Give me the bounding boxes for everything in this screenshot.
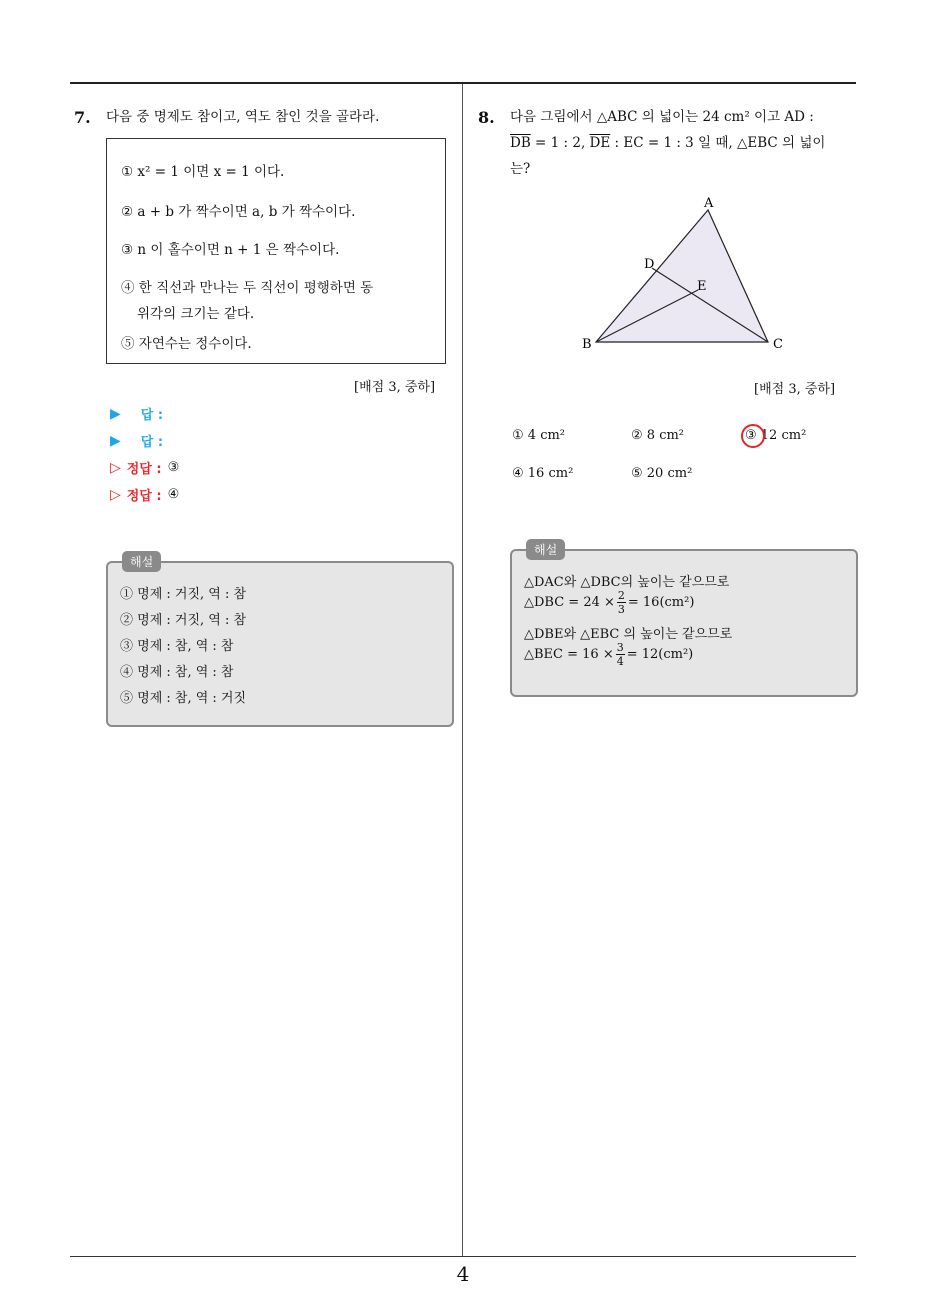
q7-explanation-line: ④ 명제 : 참, 역 : 참 [120, 665, 234, 680]
q8-explanation-line: △DBE와 △EBC 의 높이는 같으므로 [524, 627, 733, 642]
q7-number: 7. [74, 108, 91, 127]
q7-choice-box [106, 138, 446, 364]
answer-mark-circle [741, 424, 765, 448]
q8-text-line3: 는? [510, 161, 531, 177]
q8-option-2[interactable]: ② 8 cm² [631, 428, 685, 443]
play-icon: ▶ [110, 432, 121, 449]
correct-label: 정답 : [126, 489, 162, 504]
q7-answer-row-2 [110, 431, 169, 450]
q7-score: [배점 3, 중하] [354, 380, 436, 395]
q7-choice-4-cont: 위각의 크기는 같다. [137, 306, 255, 322]
outline-triangle-icon: ▷ [110, 459, 121, 476]
q7-answer-row-1 [110, 404, 169, 423]
q7-choice-4: ④ 한 직선과 만나는 두 직선이 평행하면 동 [121, 280, 374, 296]
top-rule [70, 82, 856, 84]
explanation-tag: 해설 [526, 539, 565, 560]
q8-explanation-line [524, 641, 693, 668]
q8-option-1[interactable]: ① 4 cm² [512, 428, 566, 443]
ratio-1: = 1 : 2, [530, 135, 590, 151]
page-number: 4 [456, 1262, 470, 1286]
q7-choice-2: ② a + b 가 짝수이면 a, b 가 짝수이다. [121, 204, 356, 220]
q7-explanation-line: ① 명제 : 거짓, 역 : 참 [120, 587, 247, 602]
correct-label: 정답 : [126, 462, 162, 477]
q7-explanation-line: ② 명제 : 거짓, 역 : 참 [120, 613, 247, 628]
denominator: 4 [616, 655, 624, 668]
answer-label: 답 : [140, 408, 164, 423]
q7-explanation-line: ⑤ 명제 : 참, 역 : 거짓 [120, 691, 247, 706]
bottom-rule [70, 1256, 856, 1257]
q8-text-line2 [510, 130, 825, 156]
segment-de: $\overline{DE}$ [589, 135, 611, 151]
q8-option-5[interactable]: ⑤ 20 cm² [631, 466, 693, 481]
expr-right: = 12(cm²) [626, 647, 694, 662]
segment-db: $\overline{DB}$ [510, 135, 531, 151]
column-divider [462, 84, 463, 1256]
q7-choice-1: ① x² = 1 이면 x = 1 이다. [121, 164, 285, 180]
q7-choice-5: ⑤ 자연수는 정수이다. [121, 336, 252, 352]
correct-value: ③ [167, 460, 180, 475]
q8-score: [배점 3, 중하] [754, 382, 836, 397]
fraction [617, 589, 626, 616]
triangle-abc [596, 210, 768, 342]
answer-label: 답 : [140, 435, 164, 450]
q8-number: 8. [478, 108, 495, 127]
explanation-tag: 해설 [122, 551, 161, 572]
label-e: E [697, 279, 707, 294]
q8-option-3[interactable]: ③ 12 cm² [745, 428, 807, 443]
q7-correct-row-2 [110, 485, 179, 504]
correct-value: ④ [167, 487, 180, 502]
label-b: B [582, 337, 592, 352]
expr-right: = 16(cm²) [627, 595, 695, 610]
q8-explanation-line [524, 589, 694, 616]
fraction [616, 641, 625, 668]
q7-explanation-line: ③ 명제 : 참, 역 : 참 [120, 639, 234, 654]
q7-explanation-box [106, 555, 454, 727]
expr-left: △DBC = 24 × [524, 595, 615, 610]
numerator: 3 [616, 641, 624, 654]
outline-triangle-icon: ▷ [110, 486, 121, 503]
label-a: A [704, 196, 714, 211]
q7-choice-3: ③ n 이 홀수이면 n + 1 은 짝수이다. [121, 242, 340, 258]
q8-text-line1: 다음 그림에서 △ABC 의 넓이는 24 cm² 이고 AD : [510, 109, 814, 125]
play-icon: ▶ [110, 405, 121, 422]
q7-text: 다음 중 명제도 참이고, 역도 참인 것을 골라라. [106, 109, 380, 125]
q8-explanation-box [510, 543, 858, 697]
ratio-2: : EC = 1 : 3 일 때, △EBC 의 넓이 [610, 135, 826, 151]
numerator: 2 [617, 589, 625, 602]
q8-explanation-line: △DAC와 △DBC의 높이는 같으므로 [524, 575, 730, 590]
q8-option-4[interactable]: ④ 16 cm² [512, 466, 574, 481]
label-c: C [773, 337, 783, 352]
expr-left: △BEC = 16 × [524, 647, 614, 662]
triangle-figure [570, 190, 800, 360]
denominator: 3 [617, 603, 625, 616]
q7-correct-row-1 [110, 458, 179, 477]
label-d: D [644, 257, 655, 272]
